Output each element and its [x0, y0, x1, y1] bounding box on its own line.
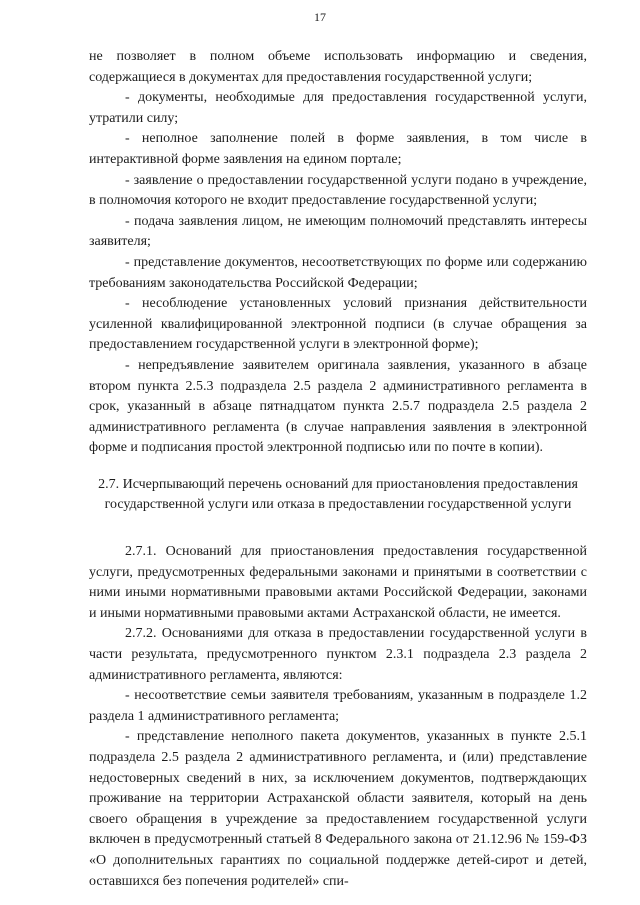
list-item: - документы, необходимые для предоставления государственной услуги, утратили силу; [89, 90, 587, 126]
paragraph: 2.7.2. Основаниями для отказа в предоставлении государственной услуги в части результата, предусмотренного пунктом 2.3.1 подраздела 2.3 раздела 2 административного регламента, являются: [89, 626, 587, 683]
list-item: - представление неполного пакета документов, указанных в пункте 2.5.1 подраздела 2.5 раздела 2 административного регламента, и (или) представление недостоверных сведений в них, за исключением документов, подтверждающих проживание на территории Астраханской области заявителя, который на день своего обращения в учреждение за предоставлением государственной услуги включен в предусмотренный статьей 8 Федерального закона от 21.12.96 № 159-ФЗ «О дополнительных гарантиях по социальной поддержке детей-сирот и детей, оставшихся без попечения родителей» спи- [89, 729, 587, 889]
section-heading: 2.7. Исчерпывающий перечень оснований для приостановления предоставления государственной услуги или отказа в предоставлении государственной услуги [98, 476, 578, 513]
document-body [89, 47, 587, 892]
page-number: 17 [314, 10, 326, 24]
list-item: - несоблюдение установленных условий признания действительности усиленной квалифицированной электронной подписи (в случае обращения за предоставлением государственной услуги в электронной форме); [89, 296, 587, 353]
paragraph: 2.7.1. Оснований для приостановления предоставления государственной услуги, предусмотренных федеральными законами и принятыми в соответствии с ними иными нормативными правовыми актами Российской Федерации, законами и иными нормативными правовыми актами Астраханской области, не имеется. [89, 544, 587, 621]
list-item: - представление документов, несоответствующих по форме или содержанию требованиям законодательства Российской Федерации; [89, 254, 587, 291]
list-item: - заявление о предоставлении государственной услуги подано в учреждение, в полномочия которого не входит предоставление государственной услуги; [89, 172, 587, 209]
list-item: - подача заявления лицом, не имеющим полномочий представлять интересы заявителя; [89, 213, 587, 250]
list-item: - неполное заполнение полей в форме заявления, в том числе в интерактивной форме заявления на едином портале; [89, 131, 587, 167]
list-item: - непредъявление заявителем оригинала заявления, указанного в абзаце втором пункта 2.5.3 подраздела 2.5 раздела 2 административного регламента в срок, указанный в абзаце пятнадцатом пункта 2.5.7 подраздела 2.5 раздела 2 административного регламента (в случае направления заявления в электронной форме и подписания простой электронной подписью или по почте в копии). [89, 357, 587, 456]
paragraph: не позволяет в полном объеме использовать информацию и сведения, содержащиеся в документах для предоставления государственной услуги; [89, 49, 587, 85]
list-item: - несоответствие семьи заявителя требованиям, указанным в подразделе 1.2 раздела 1 административного регламента; [89, 688, 587, 724]
